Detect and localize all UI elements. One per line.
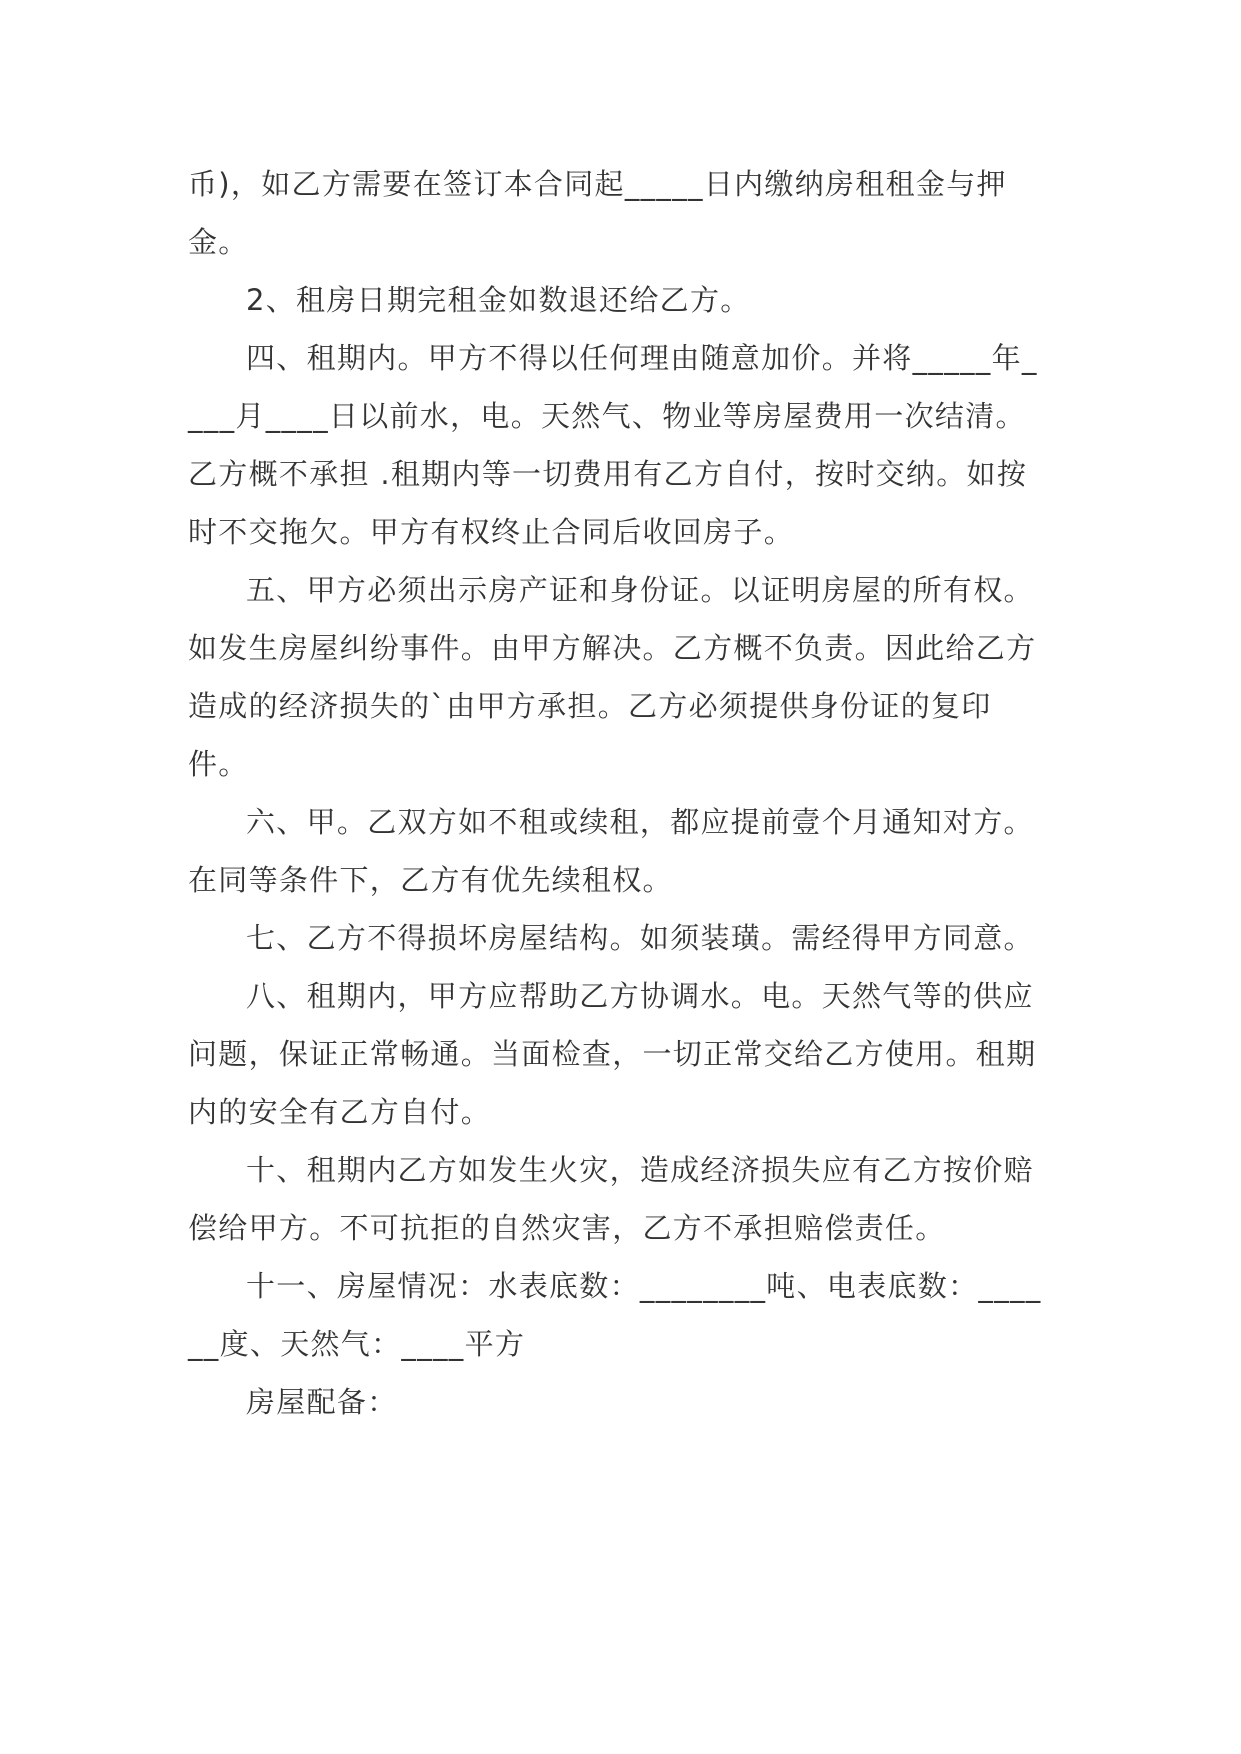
paragraph-clause-6: 六、甲。乙双方如不租或续租，都应提前壹个月通知对方。在同等条件下，乙方有优先续租权。 xyxy=(188,805,1034,897)
paragraph-clause-5: 五、甲方必须出示房产证和身份证。以证明房屋的所有权。如发生房屋纠纷事件。由甲方解决。乙方概不负责。因此给乙方造成的经济损失的`由甲方承担。乙方必须提供身份证的复印件。 xyxy=(188,573,1037,781)
contract-body xyxy=(188,155,1052,1431)
paragraph-refund: 2、租房日期完租金如数退还给乙方。 xyxy=(246,283,751,317)
paragraph-clause-7: 七、乙方不得损坏房屋结构。如须装璜。需经得甲方同意。 xyxy=(246,921,1034,955)
paragraph-house-equipment: 房屋配备： xyxy=(246,1385,398,1419)
paragraph-clause-8: 八、租期内，甲方应帮助乙方协调水。电。天然气等的供应问题，保证正常畅通。当面检查，一切正常交给乙方使用。租期内的安全有乙方自付。 xyxy=(188,979,1037,1129)
paragraph-deposit-continuation: 币)，如乙方需要在签订本合同起_____日内缴纳房租租金与押金。 xyxy=(188,167,1007,259)
paragraph-clause-10: 十、租期内乙方如发生火灾，造成经济损失应有乙方按价赔偿给甲方。不可抗拒的自然灾害，乙方不承担赔偿责任。 xyxy=(188,1153,1034,1245)
paragraph-clause-4: 四、租期内。甲方不得以任何理由随意加价。并将_____年____月____日以前水，电。天然气、物业等房屋费用一次结清。乙方概不承担 .租期内等一切费用有乙方自付，按时交纳。如按时不交拖欠。甲方有权终止合同后收回房子。 xyxy=(188,341,1038,549)
paragraph-clause-11: 十一、房屋情况：水表底数：________吨、电表底数：______度、天然气：____平方 xyxy=(188,1269,1042,1361)
